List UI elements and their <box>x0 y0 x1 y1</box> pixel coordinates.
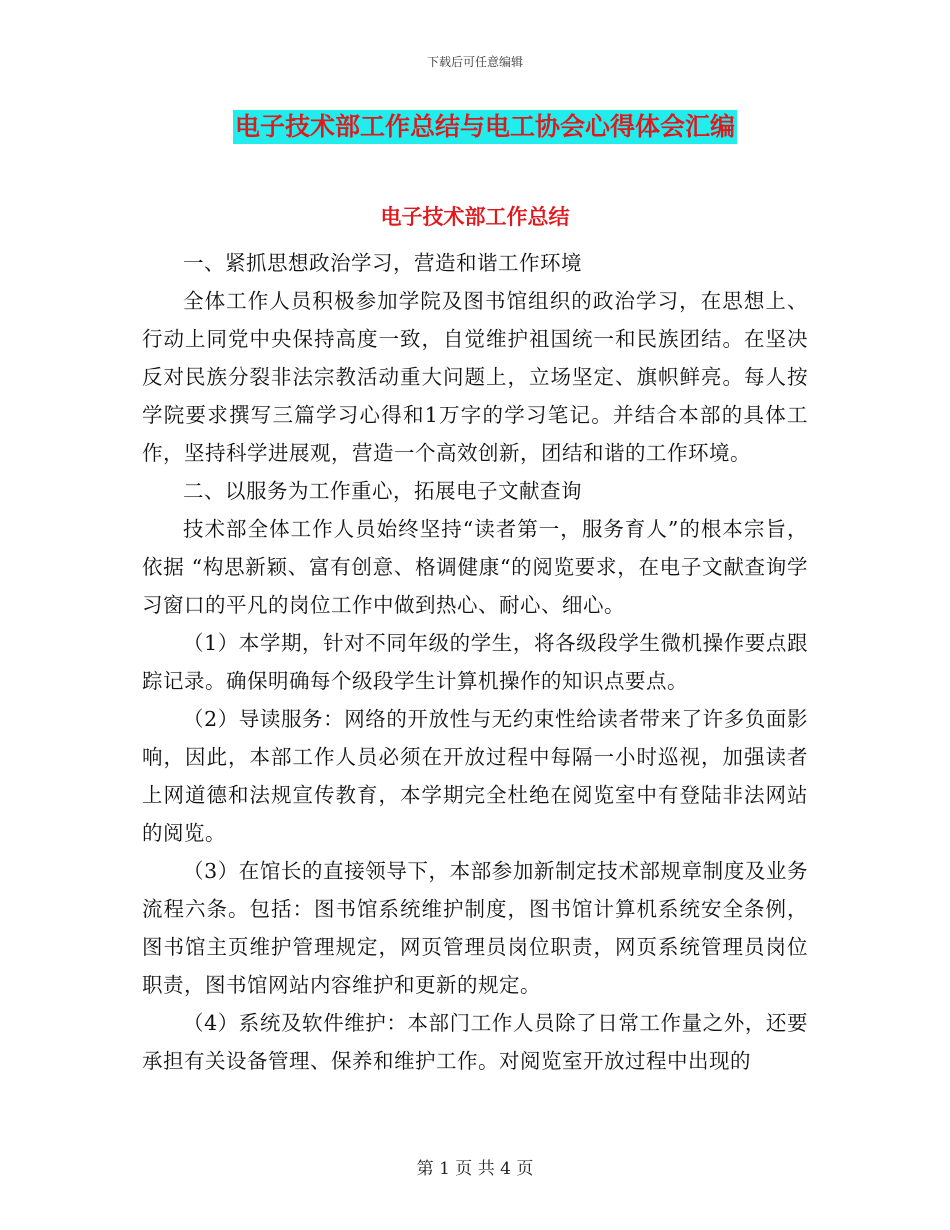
list-item: （1）本学期，针对不同年级的学生，将各级段学生微机操作要点跟踪记录。确保明确每个级段学生计算机操作的知识点要点。 <box>142 631 808 693</box>
document-body <box>142 244 808 1080</box>
list-item: （4）系统及软件维护：本部门工作人员除了日常工作量之外，还要承担有关设备管理、保养和维护工作。对阅览室开放过程中出现的 <box>142 1011 808 1073</box>
list-item: （3）在馆长的直接领导下，本部参加新制定技术部规章制度及业务流程六条。包括：图书馆系统维护制度，图书馆计算机系统安全条例，图书馆主页维护管理规定，网页管理员岗位职责，网页系统管理员岗位职责，图书馆网站内容维护和更新的规定。 <box>142 859 808 997</box>
list-item: （2）导读服务：网络的开放性与无约束性给读者带来了许多负面影响，因此，本部工作人员必须在开放过程中每隔一小时巡视，加强读者上网道德和法规宣传教育，本学期完全杜绝在阅览室中有登陆非法网站的阅览。 <box>142 707 808 845</box>
heading-1: 一、紧抓思想政治学习，营造和谐工作环境 <box>183 251 582 275</box>
section-title: 电子技术部工作总结 <box>380 205 570 229</box>
paragraph: 全体工作人员积极参加学院及图书馆组织的政治学习，在思想上、行动上同党中央保持高度一致，自觉维护祖国统一和民族团结。在坚决反对民族分裂非法宗教活动重大问题上，立场坚定、旗帜鲜亮。每人按学院要求撰写三篇学习心得和1万字的学习笔记。并结合本部的具体工作，坚持科学进展观，营造一个高效创新，团结和谐的工作环境。 <box>142 289 808 465</box>
document-title: 电子技术部工作总结与电工协会心得体会汇编 <box>233 110 737 144</box>
header-note: 下载后可任意编辑 <box>426 55 523 69</box>
paragraph: 技术部全体工作人员始终坚持“读者第一，服务育人”的根本宗旨， 依据 “构思新颖、富有创意、格调健康“的阅览要求，在电子文献查询学习窗口的平凡的岗位工作中做到热心、耐心、细心。 <box>142 517 808 617</box>
page-footer: 第 1 页 共 4 页 <box>416 1159 534 1179</box>
heading-2: 二、以服务为工作重心，拓展电子文献查询 <box>183 479 582 503</box>
